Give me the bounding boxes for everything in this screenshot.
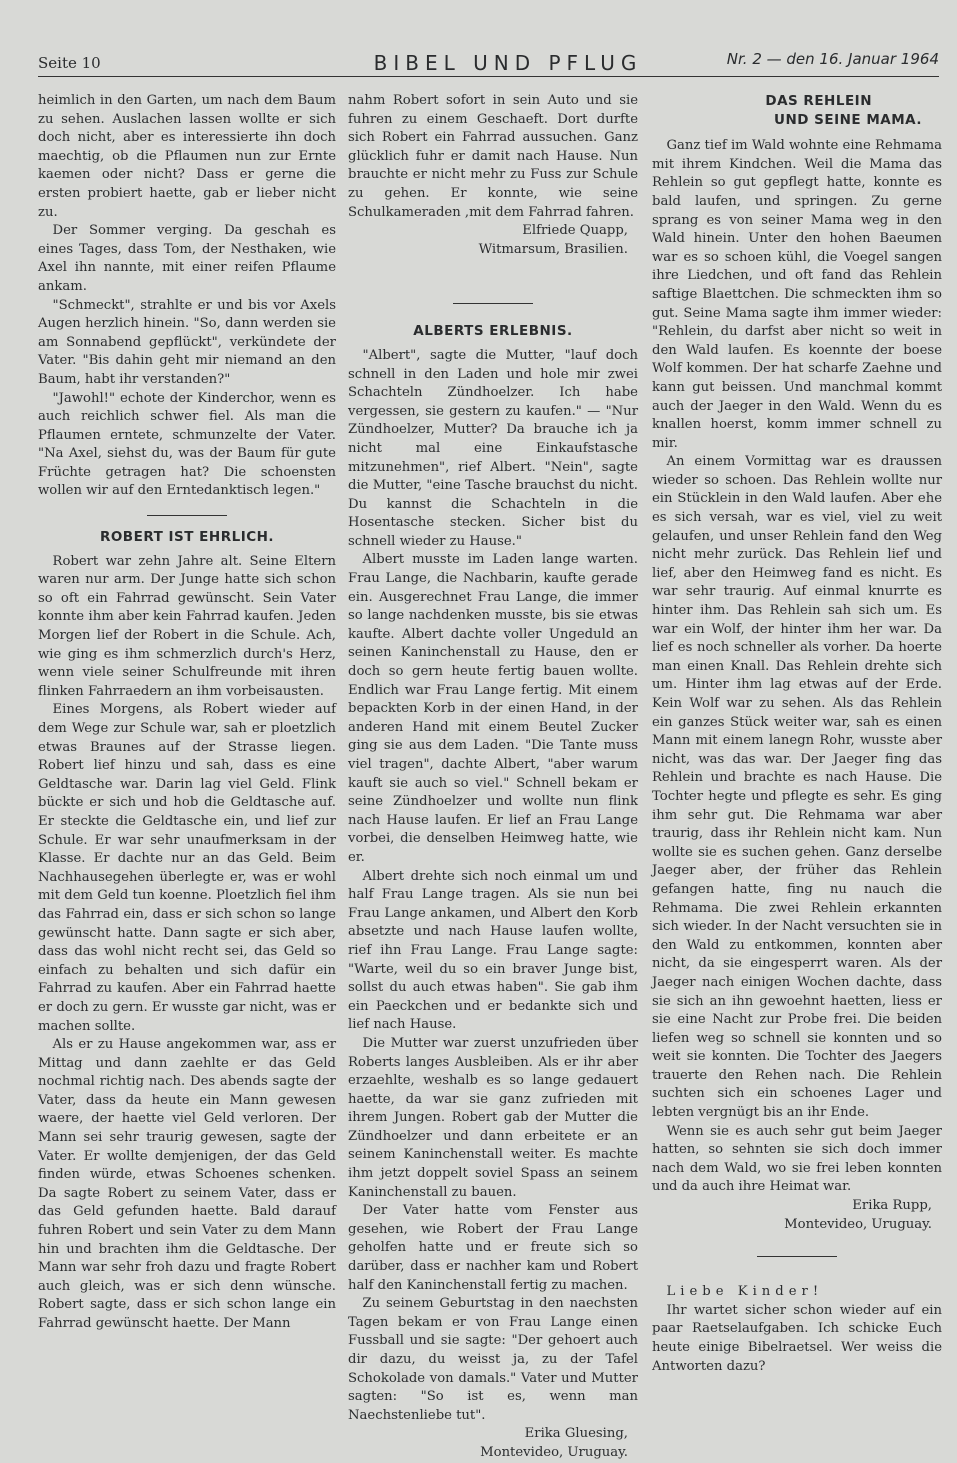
paragraph: Eines Morgens, als Robert wieder auf dem Wege zur Schule war, sah er ploetzlich etwas Braunes auf der Strasse liegen. Robert lief hinzu und sah, dass es eine Geldtasche war. Darin lag viel Geld. Flink bückte er sich und hob die Geldtasche auf. Er steckte die Geldtasche ein, und lief zur Schule. Er war sehr unaufmerksam in der Klasse. Er dachte nur an das Geld. Beim Nachhausegehen überlegte er, was er wohl mit dem Geld tun koenne. Ploetzlich fiel ihm das Fahrrad ein, dass er sich schon so lange gewünscht hatte. Dann sagte er sich aber, dass das wohl nicht recht sei, das Geld so einfach zu behalten und sich dafür ein Fahrrad zu kaufen. Aber ein Fahrrad haette er doch zu gern. Er wusste gar nicht, was er machen sollte. (38, 702, 336, 1034)
paragraph: Wenn sie es auch sehr gut beim Jaeger hatten, so sehnten sie sich doch immer nach dem Wald, wo sie frei leben konnten und da auch ihre Heimat war. (652, 1123, 942, 1195)
section-divider (757, 1256, 837, 1257)
paragraph: An einem Vormittag war es draussen wieder so schoen. Das Rehlein wollte nur ein Stücklein in den Wald laufen. Aber ehe es sich versah, war es viel, viel zu weit gelaufen, und unser Rehlein fand den Weg nicht mehr zurück. Das Rehlein lief und lief, aber den Heimweg fand es nicht. Es war sehr traurig. Auf einmal knurrte es hinter ihm. Das Rehlein sah sich um. Es war ein Wolf, der hinter ihm her war. Da lief es noch schneller als vorher. Da hoerte man einen Knall. Das Rehlein drehte sich um. Hinter ihm lag etwas auf der Erde. Kein Wolf war zu sehen. Als das Rehlein ein ganzes Stück weiter war, sah es einen Mann mit einem lanegn Rohr, wusste aber nicht, was das war. Der Jaeger fing das Rehlein und brachte es nach Hause. Die Tochter hegte und pflegte es sehr. Es ging ihm sehr gut. Die Rehmama war aber traurig, dass ihr Rehlein nicht kam. Nun wollte sie es suchen gehen. Ganz derselbe Jaeger aber, der früher das Rehlein gefangen hatte, fing nu nauch die Rehmama. Die zwei Rehlein erkannten sich wieder. In der Nacht versuchten sie in den Wald zu entkommen, konnten aber nicht, da sie eingesperrt waren. Als der Jaeger nach einigen Wochen dachte, dass sie sich an ihn gewoehnt haetten, liess er sie eine Nacht zur Probe frei. Die beiden liefen weg so schnell sie konnten und so weit sie konnten. Die Tochter des Jaegers trauerte den Rehen nach. Die Rehlein suchten sich ein schoenes Lager und lebten vergnügt bis an ihr Ende. (652, 454, 942, 1121)
section-divider (453, 303, 533, 304)
article-heading: UND SEINE MAMA. (774, 111, 922, 128)
paragraph: Der Sommer verging. Da geschah es eines Tages, dass Tom, der Nesthaken, wie Axel ihn nannte, mit einer reifen Pflaume ankam. (38, 223, 336, 294)
column-3 (652, 92, 942, 1376)
paragraph: "Jawohl!" echote der Kinderchor, wenn es auch reichlich schwer fiel. Als man die Pflaumen erntete, schmunzelte der Vater. "Na Axel, siehst du, was der Baum für gute Früchte getragen hat? Die schoensten wollen wir auf den Erntedanktisch legen." (38, 390, 336, 499)
paragraph: Als er zu Hause angekommen war, ass er Mittag und dann zaehlte er das Geld nochmal richtig nach. Des abends sagte der Vater, dass da heute ein Mann gewesen waere, der haette viel Geld verloren. Der Mann sei sehr traurig gewesen, sagte der Vater. Er wollte demjenigen, der das Geld finden würde, etwas Schoenes schenken. Da sagte Robert zu seinem Vater, dass er das Geld gefunden haette. Bald darauf fuhren Robert und sein Vater zu dem Mann hin und brachten ihm die Geldtasche. Der Mann war sehr froh dazu und fragte Robert auch gleich, was er sich denn wünsche. Robert sagte, dass er sich schon lange ein Fahrrad gewünscht haette. Der Mann (38, 1037, 336, 1331)
article-heading: DAS REHLEIN (765, 93, 872, 109)
author-place: Montevideo, Uruguay. (480, 1444, 628, 1460)
header-rule (38, 76, 939, 77)
author-name: Elfriede Quapp, (522, 223, 628, 239)
paragraph: Robert war zehn Jahre alt. Seine Eltern waren nur arm. Der Junge hatte sich schon so oft ein Fahrrad gewünscht. Sein Vater konnte ihm aber kein Fahrrad kaufen. Jeden Morgen lief der Robert in die Schule. Ach, wie ging es ihm schmerzlich durch's Herz, wenn viele seiner Schulfreunde mit ihren flinken Fahrraedern an ihm vorbeisausten. (38, 553, 336, 699)
author-name: Erika Gluesing, (524, 1426, 628, 1442)
author-place: Witmarsum, Brasilien. (478, 241, 628, 257)
paragraph: Die Mutter war zuerst unzufrieden über Roberts langes Ausbleiben. Als er ihr aber erzaehlte, weshalb es so lange gedauert haette, da war sie ganz zufrieden mit ihrem Jungen. Robert gab der Mutter die Zündhoelzer und dann erbeitete er an seinem Kaninchenstall weiter. Es machte ihm jetzt doppelt soviel Spass an seinem Kaninchenstall zu bauen. (348, 1035, 638, 1200)
paragraph: Der Vater hatte vom Fenster aus gesehen, wie Robert der Frau Lange geholfen hatte und er freute sich so darüber, dass er nachher kam und Robert half den Kaninchenstall fertig zu machen. (348, 1203, 638, 1293)
author-place: Montevideo, Uruguay. (784, 1216, 932, 1232)
paragraph: Albert drehte sich noch einmal um und half Frau Lange tragen. Als sie nun bei Frau Lange ankamen, und Albert den Korb absetzte und nach Hause laufen wollte, rief ihn Frau Lange. Frau Lange sagte: "Warte, weil du so ein braver Junge bist, sollst du auch etwas haben". Sie gab ihm ein Paeckchen und er bedankte sich und lief nach Hause. (348, 868, 638, 1033)
paragraph: nahm Robert sofort in sein Auto und sie fuhren zu einem Geschaeft. Dort durfte sich Robert ein Fahrrad aussuchen. Ganz glücklich fuhr er damit nach Hause. Nun brauchte er nicht mehr zu Fuss zur Schule zu gehen. Er konnte, wie seine Schulkameraden ,mit dem Fahrrad fahren. (348, 93, 638, 220)
greeting: Liebe Kinder! (666, 1284, 824, 1300)
issue-date: Nr. 2 — den 16. Januar 1964 (726, 50, 939, 68)
paragraph: "Albert", sagte die Mutter, "lauf doch schnell in den Laden und hole mir zwei Schachteln Zündhoelzer. Ich habe vergessen, sie gestern zu kaufen." — "Nur Zündhoelzer, Mutter? Da brauche ich ja nicht mal eine Einkaufstasche mitzunehmen", rief Albert. "Nein", sagte die Mutter, "eine Tasche brauchst du nicht. Du kannst die Schachteln in die Hosentasche stecken. Sicher bist du schnell wieder zu Hause." (348, 347, 638, 549)
paragraph: Albert musste im Laden lange warten. Frau Lange, die Nachbarin, kaufte gerade ein. Ausgerechnet Frau Lange, die immer so lange nachdenken musste, bis sie etwas kaufte. Albert dachte voller Ungeduld an seinen Kaninchenstall zu Hause, den er doch so gern heute fertig bauen wollte. Endlich war Frau Lange fertig. Mit einem bepackten Korb in der einen Hand, in der anderen Hand mit einem Beutel Zucker ging sie aus dem Laden. "Die Tante muss viel tragen", dachte Albert, "aber warum kauft sie auch so viel." Schnell bekam er seine Zündhoelzer und wollte nun flink nach Hause laufen. Er lief an Frau Lange vorbei, die denselben Heimweg hatte, wie er. (348, 552, 638, 865)
page-header (38, 46, 939, 76)
paragraph: Zu seinem Geburtstag in den naechsten Tagen bekam er von Frau Lange einen Fussball und sie sagte: "Der gehoert auch dir dazu, du weisst ja, zu der Tafel Schokolade von damals." Vater und Mutter sagten: "So ist es, wenn man Naechstenliebe tut". (348, 1296, 638, 1423)
page-number: Seite 10 (38, 54, 101, 72)
paragraph: "Schmeckt", strahlte er und bis vor Axels Augen herzlich hinein. "So, dann werden sie am Sonnabend gepflückt", verkündete der Vater. "Bis dahin geht mir niemand an den Baum, habt ihr verstanden?" (38, 297, 336, 387)
column-1 (38, 92, 336, 1334)
column-2 (348, 92, 638, 1463)
section-divider (147, 515, 227, 516)
article-heading: ROBERT IST EHRLICH. (99, 529, 275, 546)
paragraph: Ganz tief im Wald wohnte eine Rehmama mit ihrem Kindchen. Weil die Mama das Rehlein so gut gepflegt hatte, konnte es bald laufen, und springen. Zu gerne sprang es von seiner Mama weg in den Wald hinein. Unter den hohen Baeumen war es so schoen kühl, die Voegel sangen ihre Liedchen, und oft fand das Rehlein saftige Blaettchen. Die schmeckten ihm so gut. Seine Mama sagte ihm immer wieder: "Rehlein, du darfst aber nicht so weit in den Wald laufen. Es koennte der boese Wolf kommen. Der hat scharfe Zaehne und kann gut beissen. Und manchmal kommt auch der Jaeger in den Wald. Wenn du es knallen hoerst, komm immer schnell zu mir. (652, 138, 942, 451)
publication-title: BIBEL UND PFLUG (373, 51, 643, 75)
paragraph: Ihr wartet sicher schon wieder auf ein paar Raetselaufgaben. Ich schicke Euch heute einige Bibelraetsel. Wer weiss die Antworten dazu? (652, 1302, 942, 1374)
article-heading: ALBERTS ERLEBNIS. (413, 323, 573, 340)
paragraph: heimlich in den Garten, um nach dem Baum zu sehen. Auslachen lassen wollte er sich doch nicht, aber es interessierte ihn doch maechtig, ob die Pflaumen nun zur Ernte kaemen oder nicht? Dass er gerne die ersten probiert haette, gab er lieber nicht zu. (38, 93, 336, 220)
author-name: Erika Rupp, (852, 1198, 932, 1214)
